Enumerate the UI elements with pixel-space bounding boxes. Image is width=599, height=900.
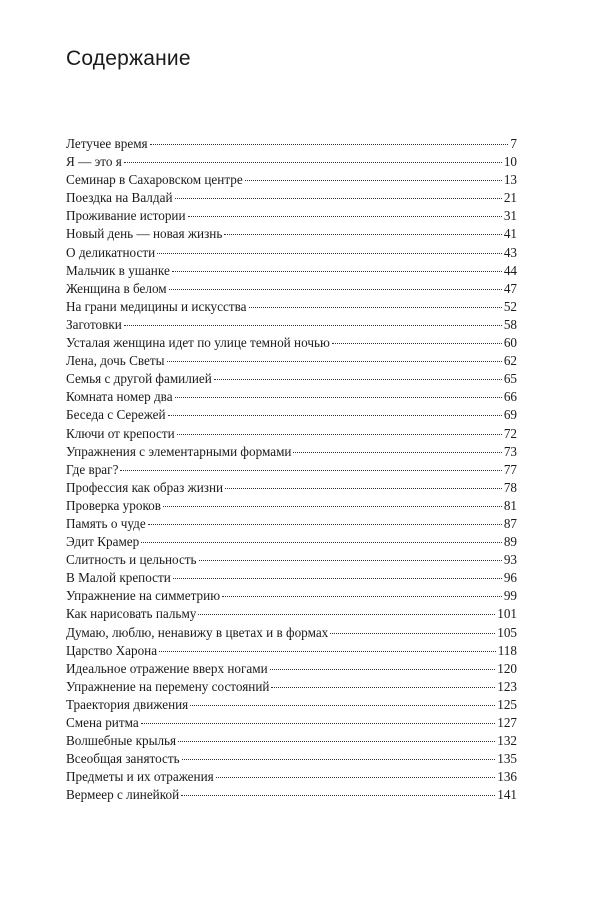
- toc-entry-title: О деликатности: [66, 244, 156, 260]
- dot-leader: [249, 307, 502, 308]
- page-title: Содержание: [66, 47, 191, 70]
- toc-entry: [66, 370, 517, 388]
- dot-leader: [177, 434, 502, 435]
- toc-page-number: 132: [497, 733, 517, 749]
- toc-page-number: 21: [503, 190, 517, 206]
- dot-leader: [178, 741, 495, 742]
- toc-entry-title: Семинар в Сахаровском центре: [66, 172, 243, 188]
- toc-entry-title: Упражнения с элементарными формами: [66, 443, 292, 459]
- toc-page-number: 105: [497, 624, 517, 640]
- table-of-contents: [66, 135, 517, 804]
- toc-entry-title: Поездка на Валдай: [66, 190, 173, 206]
- toc-entry-title: Мальчик в ушанке: [66, 262, 170, 278]
- dot-leader: [124, 162, 502, 163]
- toc-page-number: 141: [497, 787, 517, 803]
- dot-leader: [175, 397, 502, 398]
- dot-leader: [224, 234, 501, 235]
- toc-entry: [66, 605, 517, 623]
- toc-entry: [66, 515, 517, 533]
- toc-entry: [66, 280, 517, 298]
- toc-entry-title: Волшебные крылья: [66, 733, 177, 749]
- toc-entry: [66, 678, 517, 696]
- toc-entry-title: Царство Харона: [66, 642, 158, 658]
- toc-entry: [66, 171, 517, 189]
- toc-entry-title: Траектория движения: [66, 696, 189, 712]
- toc-entry-title: Как нарисовать пальму: [66, 606, 197, 622]
- dot-leader: [190, 705, 495, 706]
- toc-entry: [66, 388, 517, 406]
- toc-entry: [66, 479, 517, 497]
- toc-entry-title: Профессия как образ жизни: [66, 479, 224, 495]
- toc-entry-title: Семья с другой фамилией: [66, 371, 212, 387]
- toc-entry: [66, 189, 517, 207]
- dot-leader: [293, 452, 501, 453]
- dot-leader: [182, 759, 496, 760]
- toc-entry: [66, 533, 517, 551]
- toc-entry: [66, 298, 517, 316]
- dot-leader: [150, 144, 509, 145]
- toc-page-number: 41: [503, 226, 517, 242]
- toc-entry: [66, 714, 517, 732]
- toc-entry: [66, 660, 517, 678]
- dot-leader: [141, 542, 502, 543]
- toc-page-number: 87: [503, 515, 517, 531]
- toc-page-number: 73: [503, 443, 517, 459]
- toc-page-number: 43: [503, 244, 517, 260]
- toc-page-number: 96: [503, 570, 517, 586]
- toc-page-number: 125: [497, 696, 517, 712]
- toc-entry: [66, 244, 517, 262]
- toc-entry: [66, 624, 517, 642]
- toc-entry: [66, 443, 517, 461]
- toc-page-number: 99: [503, 588, 517, 604]
- toc-entry: [66, 334, 517, 352]
- dot-leader: [159, 651, 496, 652]
- toc-entry: [66, 569, 517, 587]
- dot-leader: [124, 325, 502, 326]
- dot-leader: [163, 506, 502, 507]
- dot-leader: [271, 687, 495, 688]
- toc-page-number: 136: [497, 769, 517, 785]
- toc-page-number: 93: [503, 552, 517, 568]
- toc-entry-title: В Малой крепости: [66, 570, 171, 586]
- toc-entry: [66, 497, 517, 515]
- toc-entry: [66, 750, 517, 768]
- toc-entry-title: Я — это я: [66, 154, 122, 170]
- toc-page-number: 47: [503, 280, 517, 296]
- dot-leader: [181, 795, 495, 796]
- dot-leader: [141, 723, 495, 724]
- toc-page-number: 44: [503, 262, 517, 278]
- dot-leader: [198, 614, 495, 615]
- dot-leader: [157, 253, 502, 254]
- dot-leader: [245, 180, 502, 181]
- toc-entry: [66, 768, 517, 786]
- toc-entry-title: Упражнение на симметрию: [66, 588, 221, 604]
- toc-page-number: 62: [503, 353, 517, 369]
- toc-entry: [66, 352, 517, 370]
- toc-entry-title: Идеальное отражение вверх ногами: [66, 660, 268, 676]
- toc-entry: [66, 786, 517, 804]
- dot-leader: [199, 560, 502, 561]
- dot-leader: [222, 596, 502, 597]
- toc-entry: [66, 262, 517, 280]
- toc-entry-title: Усталая женщина идет по улице темной ночью: [66, 335, 330, 351]
- dot-leader: [216, 777, 496, 778]
- dot-leader: [225, 488, 502, 489]
- toc-entry-title: Думаю, люблю, ненавижу в цветах и в формах: [66, 624, 329, 640]
- dot-leader: [332, 343, 502, 344]
- toc-entry: [66, 642, 517, 660]
- toc-entry-title: Заготовки: [66, 316, 122, 332]
- toc-page-number: 31: [503, 208, 517, 224]
- dot-leader: [120, 470, 501, 471]
- toc-entry-title: Слитность и цельность: [66, 552, 197, 568]
- toc-entry-title: Комната номер два: [66, 389, 173, 405]
- toc-entry-title: Смена ритма: [66, 715, 139, 730]
- toc-entry-title: Вермеер с линейкой: [66, 787, 180, 803]
- toc-entry: [66, 406, 517, 424]
- toc-entry-title: Беседа с Сережей: [66, 407, 166, 423]
- toc-entry: [66, 207, 517, 225]
- toc-entry-title: Ключи от крепости: [66, 425, 175, 441]
- toc-page-number: 60: [503, 335, 517, 351]
- dot-leader: [175, 198, 502, 199]
- toc-page-number: 10: [503, 154, 517, 170]
- dot-leader: [214, 379, 502, 380]
- dot-leader: [167, 361, 502, 362]
- toc-entry: [66, 732, 517, 750]
- dot-leader: [148, 524, 502, 525]
- toc-page-number: 72: [503, 425, 517, 441]
- dot-leader: [188, 216, 502, 217]
- toc-entry-title: Летучее время: [66, 136, 148, 151]
- toc-entry-title: Память о чуде: [66, 515, 146, 531]
- toc-entry-title: Новый день — новая жизнь: [66, 226, 223, 242]
- toc-page-number: 77: [503, 461, 517, 477]
- toc-entry: [66, 135, 517, 153]
- toc-entry: [66, 316, 517, 334]
- toc-page-number: 69: [503, 407, 517, 423]
- toc-entry-title: Лена, дочь Светы: [66, 353, 165, 369]
- toc-page-number: 101: [497, 606, 517, 622]
- toc-entry-title: Проверка уроков: [66, 497, 162, 513]
- dot-leader: [330, 633, 495, 634]
- toc-page-number: 58: [503, 316, 517, 332]
- dot-leader: [173, 578, 502, 579]
- toc-page-number: 135: [497, 751, 517, 767]
- toc-page-number: 118: [497, 642, 517, 658]
- toc-entry-title: Женщина в белом: [66, 280, 167, 296]
- toc-entry-title: Предметы и их отражения: [66, 769, 214, 785]
- toc-entry: [66, 551, 517, 569]
- toc-entry-title: Проживание истории: [66, 208, 186, 224]
- toc-entry: [66, 225, 517, 243]
- dot-leader: [270, 669, 496, 670]
- toc-entry: [66, 425, 517, 443]
- toc-page-number: 78: [503, 479, 517, 495]
- toc-entry-title: Где враг?: [66, 461, 119, 477]
- toc-page-number: 65: [503, 371, 517, 387]
- toc-page-number: 123: [497, 678, 517, 694]
- toc-entry-title: Эдит Крамер: [66, 534, 140, 550]
- toc-entry: [66, 461, 517, 479]
- toc-entry-title: Упражнение на перемену состояний: [66, 678, 270, 694]
- toc-page-number: 7: [510, 136, 517, 151]
- toc-entry: [66, 153, 517, 171]
- toc-entry-title: Всеобщая занятость: [66, 751, 180, 767]
- toc-page-number: 81: [503, 497, 517, 513]
- toc-page-number: 66: [503, 389, 517, 405]
- toc-entry: [66, 587, 517, 605]
- toc-page-number: 13: [503, 172, 517, 188]
- toc-page-number: 89: [503, 534, 517, 550]
- toc-page-number: 120: [497, 660, 517, 676]
- toc-entry-title: На грани медицины и искусства: [66, 298, 247, 314]
- toc-page-number: 127: [497, 715, 517, 730]
- dot-leader: [168, 415, 502, 416]
- toc-entry: [66, 696, 517, 714]
- toc-page-number: 52: [503, 298, 517, 314]
- dot-leader: [172, 271, 502, 272]
- dot-leader: [169, 289, 502, 290]
